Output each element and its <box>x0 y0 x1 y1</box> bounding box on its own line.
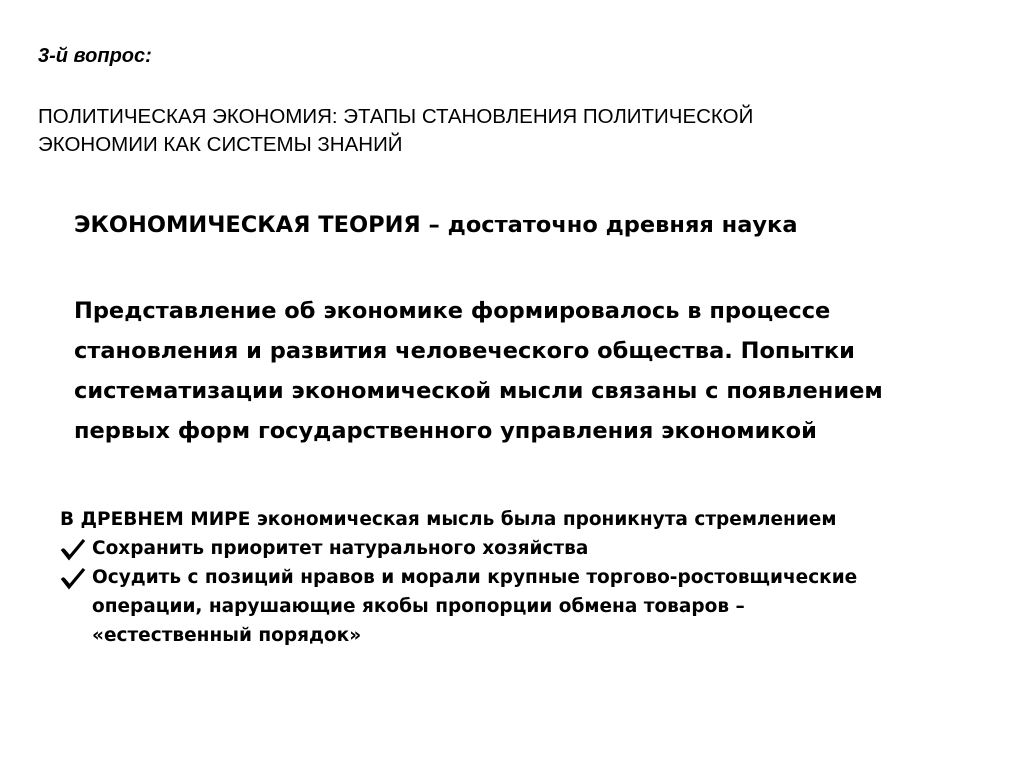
bullet-item <box>60 563 1015 650</box>
ancient-world-intro: В ДРЕВНЕМ МИРЕ экономическая мысль была проникнута стремлением <box>60 509 837 530</box>
bullet-item <box>60 534 1015 563</box>
question-label: 3-й вопрос: <box>38 45 152 67</box>
paragraph-line: систематизации экономической мысли связаны с появлением <box>74 378 883 404</box>
checkmark-arrow-icon <box>60 566 86 590</box>
main-statement: ЭКОНОМИЧЕСКАЯ ТЕОРИЯ – достаточно древняя наука <box>74 212 798 238</box>
bullet-text: «естественный порядок» <box>92 625 362 646</box>
topic-title-line: ПОЛИТИЧЕСКАЯ ЭКОНОМИЯ: ЭТАПЫ СТАНОВЛЕНИЯ ПОЛИТИЧЕСКОЙ <box>38 105 754 128</box>
checkmark-arrow-icon <box>60 537 86 561</box>
bullet-text: операции, нарушающие якобы пропорции обмена товаров – <box>92 596 745 617</box>
main-content <box>74 205 1019 451</box>
ancient-world-section <box>60 505 1015 650</box>
paragraph-spacer <box>74 245 1019 291</box>
topic-title-line: ЭКОНОМИИ КАК СИСТЕМЫ ЗНАНИЙ <box>38 133 403 156</box>
topic-title <box>38 103 998 159</box>
paragraph-line: Представление об экономике формировалось в процессе <box>74 298 831 324</box>
paragraph-line: первых форм государственного управления экономикой <box>74 418 817 444</box>
bullet-text: Осудить с позиций нравов и морали крупные торгово-ростовщические <box>92 567 858 588</box>
bullet-text: Сохранить приоритет натурального хозяйства <box>92 538 589 559</box>
paragraph-line: становления и развития человеческого общества. Попытки <box>74 338 855 364</box>
